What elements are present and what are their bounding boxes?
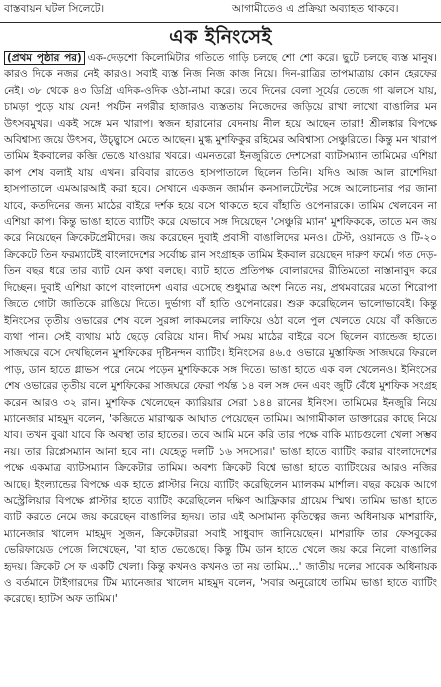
article-body-text: এক-দেড়শো কিলোমিটার গতিতে গাড়ি চলছে শো শো করে। ছুটে চলছে ব্যস্ত মানুষ। কারও দিকে নজর নেই কারও। সবাই ব্যস্ত নিজ নিজ কাজ নিয়ে। দিন-রাত্রির তাপমাত্রায় কোন হেরফের নেই। ৩৮ থেকে ৪৩ ডিগ্রি এদিক-ওদিক ওঠা-নামা করে। তবে দিনের বেলা সূর্যের তেজে গা ঝলসে যায়, চামড়া পুড়ে যায় যেন! পর্যটন নগরীর হাজারও ব্যস্ততায় নিজেদের জড়িয়ে রাখা লাখো বাঙালির মন উৎসবমুখর। একই সঙ্গে মন খারাপ। স্বজন হারানোর বেদনায় নীল হয়ে আছেন তারা! শ্রীলঙ্কার বিপক্ষে অবিশ্বাস্য জয়ে উৎসব, উচ্ছ্বাসে মেতে আছেন। মুগ্ধ মুশফিকুর রহিমের অবিশ্বাস্য সেঞ্চুরিতে। কিন্তু মন খারাপ তামিম ইকবালের কব্জি ভেঙে যাওয়ার খবরে। এমনতরো ইনজুরিতে দেশসেরা ব্যাটসম্যান তামিমের এশিয়া কাপ শেষ বলাই যায় এখন। রবিবার রাতেও হাসপাতালে ছিলেন তিনি। যদিও আজ আল রাশেদিয়া হাসপাতালে এমআরআই করা হবে। সেখানে একজন জার্মান কনসালটেন্টের সঙ্গে আলোচনার পর জানা যাবে, কতদিনের জন্য মাঠের বাইরে দর্শক হয়ে বসে থাকতে হবে বাঁহাতি ওপেনারকে। তামিম খেলবেন না এশিয়া কাপ। কিন্তু ভাঙা হাতে ব্যাটিং করে যেভাবে সঙ্গ দিয়েছেন 'সেঞ্চুরি ম্যান' মুশফিককে, তাতে মন জয় করে নিয়েছেন ক্রিকেটপ্রেমীদের। জয় করেছেন দুবাই প্রবাসী বাঙালিদের মনও। টেস্ট, ওয়ানডে ও টি-২০ ক্রিকেটে তিন ফরম্যাটেই বাংলাদেশের সর্বোচ্চ রান সংগ্রাহক তামিম ইকবাল রয়েছেন দারুণ ফর্মে। গত দেড়-তিন বছর ধরে তার ব্যাট যেন কথা বলছে। ব্যাট হাতে প্রতিপক্ষ বোলারদের রীতিমতো নাস্তানাবুদ করে দিচ্ছেন। দুবাই এশিয়া কাপে বাংলাদেশ এবার এসেছে শুধুমাত্র অংশ নিতে নয়, প্রথমবারের মতো শিরোপা জিতে গোটা জাতিকে রাঙিয়ে দিতে। দুর্ভাগ্য বাঁ হাতি ওপেনারের। শুরু করেছিলেন ভালোভাবেই। কিন্তু ইনিংসের তৃতীয় ওভারের শেষ বলে সুরঙ্গা লাকমলের লাফিয়ে ওঠা বলে পুল খেলতে যেয়ে বাঁ কব্জিতে ব্যথা পান। সেই ব্যথায় মাঠ ছেড়ে বেরিয়ে যান। দীর্ঘ সময় মাঠের বাইরে বসে ছিলেন ব্যান্ডেজ হাতে। সাজঘরে বসে দেখছিলেন মুশফিকের দৃষ্টিনন্দন ব্যাটিং। ইনিংসের ৪৬.৫ ওভারে মুস্তাফিজ সাজঘরে ফিরলে পাড়, ডান হাতে গ্লাভস পরে নেমে পড়েন মুশফিককে সঙ্গ দিতে। ভাঙা হাতে এক বল খেলেনও। ইনিংসের শেষ ওভারের তৃতীয় বলে মুশফিকের সাজঘরে ফেরা পর্যন্ত ১৪ বল সঙ্গ দেন এবং জুটি বেঁধে মুশফিক সংগ্রহ করেন আরও ৩২ রান। মুশফিক খেলেছেন ক্যারিয়ার সেরা ১৪৪ রানের ইনিংস। তামিমের ইনজুরি নিয়ে ম্যানেজার মাহমুদ বলেন, 'কব্জিতে মারাত্মক আঘাত পেয়েছেন তামিম। আগামীকাল ডাক্তারের কাছে নিয়ে যাব। তখন বুঝা যাবে কি অবস্থা তার হাতের। তবে আমি মনে করি তার পক্ষে বাকি ম্যাচগুলো খেলা সম্ভব নয়। তার রিপ্লেসম্যান আনা হবে না। যেহেতু দলটি ১৬ সদস্যের।' ভাঙা হাতে ব্যাটিং করার বাংলাদেশের পক্ষে একমাত্র ব্যাটসম্যান ক্রিকেটার তামিম। অবশ্য ক্রিকেট বিশ্বে ভাঙা হাতে ব্যাটিংয়ের আরও নজির আছে। ইংল্যান্ডের বিপক্ষে এক হাতে প্লাস্টার নিয়ে ব্যাটিং করেছিলেন ম্যালকম মার্শাল। বছর কয়েক আগে অস্ট্রেলিয়ার বিপক্ষে প্লাস্টার হাতে ব্যাটিং করেছিলেন দক্ষিণ আফ্রিকার গ্রায়েম স্মিথ। তামিম ভাঙা হাতে ব্যাট করতে নেমে জয় করেছেন বাঙালির হৃদয়। তার এই অসামান্য কৃতিত্বের জন্য অধিনায়ক মাশরাফি, ম্যানেজার খালেদ মাহমুদ সুজন, ক্রিকেটাররা সবাই সাধুবাদ জানিয়েছেন। মাশরাফি তার ফেসবুকের ভেরিফায়েড পেজে লিখেছেন, 'বা হাত ভেঙেছে। কিন্তু টিম ডান হাতে খেলে জয় করে নিলো বাঙালির হৃদয়। ক্রিকেট সে ফ একটি খেলা। কিন্তু কখনও কখনও তা নয় তামিম...' জাতীয় দলের সাবেক অধিনায়ক ও বর্তমানে টাইগারদের টিম ম্যানেজার খালেদ মাহমুদ বলেন, 'সবার অনুরোধে তামিম ভাঙা হাতে ব্যাটিং করেছে। হ্যাটস অফ তামিম।' [4,52,437,606]
article-body [4,50,437,682]
previous-article-text-left: বাস্তবায়ন ঘটল সিলেটে। [4,3,105,15]
article-headline: এক ইনিংসেই [169,26,272,48]
continuation-tag: (প্রথম পৃষ্ঠার পর) [4,51,85,65]
previous-article-strip [0,0,441,23]
previous-article-text-right: আগামীতেও এ প্রক্রিয়া অব্যাহত থাকবে। [232,3,399,15]
